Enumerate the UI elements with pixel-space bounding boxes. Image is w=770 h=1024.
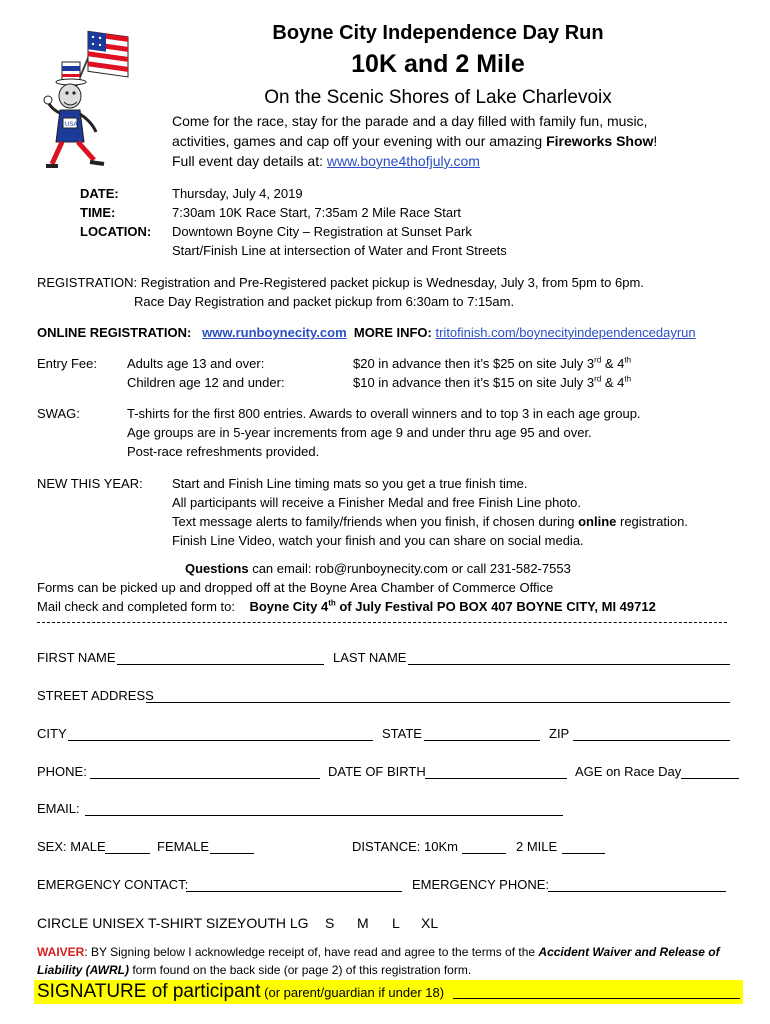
tritofinish-link[interactable]: tritofinish.com/boynecityindependencedayrun bbox=[435, 325, 696, 340]
new-line-2: All participants will receive a Finisher Medal and free Finish Line photo. bbox=[172, 495, 581, 510]
shirt-size-l[interactable]: L bbox=[392, 915, 400, 931]
mail-label: Mail check and completed form to: bbox=[37, 599, 235, 614]
intro-line-2-text: activities, games and cap off your evening with our amazing bbox=[172, 133, 547, 149]
distance-10k-label: DISTANCE: 10Km bbox=[352, 839, 458, 854]
location-label: LOCATION: bbox=[80, 224, 152, 239]
fee-amp: & 4 bbox=[601, 356, 625, 371]
signature-label bbox=[37, 981, 444, 1003]
shirt-size-youth-lg[interactable]: YOUTH LG bbox=[237, 915, 309, 931]
emergency-contact-label: EMERGENCY CONTACT: bbox=[37, 877, 189, 892]
questions-text: can email: rob@runboynecity.com or call 231-582-7553 bbox=[248, 561, 571, 576]
adults-fee-price bbox=[353, 356, 631, 371]
forms-line: Forms can be picked up and dropped off at the Boyne Area Chamber of Commerce Office bbox=[37, 580, 554, 595]
swag-line-1: T-shirts for the first 800 entries. Awards to overall winners and to top 3 in each age group. bbox=[127, 406, 641, 421]
more-info-label: MORE INFO: bbox=[353, 325, 432, 340]
city-field[interactable] bbox=[68, 728, 373, 741]
first-name-field[interactable] bbox=[117, 652, 324, 665]
fireworks-show-text: Fireworks Show bbox=[546, 133, 654, 149]
swag-label: SWAG: bbox=[37, 406, 80, 421]
new-line-3-text: Text message alerts to family/friends when you finish, if chosen during bbox=[172, 514, 579, 529]
emergency-phone-label: EMERGENCY PHONE: bbox=[412, 877, 550, 892]
last-name-label: LAST NAME bbox=[333, 650, 407, 665]
new-line-4: Finish Line Video, watch your finish and you can share on social media. bbox=[172, 533, 584, 548]
waiver-line-1 bbox=[37, 945, 720, 959]
swag-line-2: Age groups are in 5-year increments from age 9 and under thru age 95 and over. bbox=[127, 425, 592, 440]
mail-sup: th bbox=[328, 598, 336, 608]
awrl-title-2: Liability (AWRL) bbox=[37, 963, 129, 977]
questions-label: Questions bbox=[185, 561, 249, 576]
registration-line-2: Race Day Registration and packet pickup from 6:30am to 7:15am. bbox=[134, 294, 515, 309]
emergency-phone-field[interactable] bbox=[548, 879, 726, 892]
email-field[interactable] bbox=[85, 803, 563, 816]
state-label: STATE bbox=[382, 726, 422, 741]
sex-female-field[interactable] bbox=[210, 841, 254, 854]
distance-10k-field[interactable] bbox=[462, 841, 506, 854]
first-name-label: FIRST NAME bbox=[37, 650, 116, 665]
state-field[interactable] bbox=[424, 728, 540, 741]
distance-2mile-label: 2 MILE bbox=[516, 839, 558, 854]
sup-rd: rd bbox=[594, 355, 602, 365]
sup-rd: rd bbox=[594, 374, 602, 384]
new-line-3-end: registration. bbox=[616, 514, 688, 529]
mail-address-1: Boyne City 4 bbox=[249, 599, 329, 614]
age-field[interactable] bbox=[681, 766, 739, 779]
distance-2mile-field[interactable] bbox=[562, 841, 605, 854]
street-address-field[interactable] bbox=[146, 690, 730, 703]
waiver-text-end: form found on the back side (or page 2) of this registration form. bbox=[129, 963, 472, 977]
zip-label: ZIP bbox=[549, 726, 570, 741]
sex-male-field[interactable] bbox=[105, 841, 150, 854]
swag-line-3: Post-race refreshments provided. bbox=[127, 444, 320, 459]
shirt-size-label: CIRCLE UNISEX T-SHIRT SIZE: bbox=[37, 915, 241, 931]
children-fee-price-text: $10 in advance then it’s $15 on site July 3 bbox=[353, 375, 595, 390]
email-label: EMAIL: bbox=[37, 801, 80, 816]
uncle-sam-runner-icon bbox=[22, 14, 134, 174]
signature-field[interactable] bbox=[453, 984, 740, 999]
shirt-size-m[interactable]: M bbox=[357, 915, 369, 931]
runboynecity-link[interactable]: www.runboynecity.com bbox=[202, 325, 347, 340]
svg-text:USA: USA bbox=[65, 122, 78, 128]
city-label: CITY bbox=[37, 726, 67, 741]
online-bold: online bbox=[578, 514, 617, 529]
signature-note: (or parent/guardian if under 18) bbox=[264, 985, 445, 1000]
sup-th: th bbox=[624, 374, 632, 384]
last-name-field[interactable] bbox=[408, 652, 730, 665]
dob-label: DATE OF BIRTH bbox=[328, 764, 426, 779]
online-registration bbox=[37, 325, 696, 340]
registration-line-1: REGISTRATION: Registration and Pre-Registered packet pickup is Wednesday, July 3, from 5pm to 6pm. bbox=[37, 275, 644, 290]
location-value-1: Downtown Boyne City – Registration at Sunset Park bbox=[172, 224, 472, 239]
street-address-label: STREET ADDRESS bbox=[37, 688, 154, 703]
new-line-1: Start and Finish Line timing mats so you get a true finish time. bbox=[172, 476, 528, 491]
cut-line-divider bbox=[37, 622, 727, 623]
awrl-title-1: Accident Waiver and Release of bbox=[538, 945, 720, 959]
sup-th: th bbox=[624, 355, 632, 365]
intro-line-3 bbox=[172, 153, 480, 169]
age-label: AGE on Race Day bbox=[575, 764, 682, 779]
emergency-contact-field[interactable] bbox=[186, 879, 402, 892]
intro-line-3-text: Full event day details at: bbox=[172, 153, 327, 169]
page-tagline: On the Scenic Shores of Lake Charlevoix bbox=[264, 87, 612, 108]
waiver-line-2 bbox=[37, 963, 471, 977]
fee-amp: & 4 bbox=[601, 375, 625, 390]
waiver-label: WAIVER bbox=[37, 945, 85, 959]
date-value: Thursday, July 4, 2019 bbox=[172, 186, 303, 201]
intro-line-2-end: ! bbox=[653, 133, 658, 149]
location-value-2: Start/Finish Line at intersection of Water and Front Streets bbox=[172, 243, 507, 258]
shirt-size-xl[interactable]: XL bbox=[421, 915, 439, 931]
new-this-year-label: NEW THIS YEAR: bbox=[37, 476, 143, 491]
intro-line-2 bbox=[172, 133, 657, 149]
new-line-3 bbox=[172, 514, 688, 529]
waiver-text: : BY Signing below I acknowledge receipt of, have read and agree to the terms of the bbox=[84, 945, 539, 959]
entry-fee-label: Entry Fee: bbox=[37, 356, 97, 371]
page-subtitle: 10K and 2 Mile bbox=[351, 50, 525, 78]
dob-field[interactable] bbox=[425, 766, 567, 779]
page-title: Boyne City Independence Day Run bbox=[272, 22, 604, 44]
intro-line-1: Come for the race, stay for the parade and a day filled with family fun, music, bbox=[172, 113, 648, 129]
sex-female-label: FEMALE bbox=[157, 839, 210, 854]
time-label: TIME: bbox=[80, 205, 116, 220]
mail-line bbox=[37, 599, 656, 614]
boyne4thofjuly-link[interactable]: www.boyne4thofjuly.com bbox=[326, 153, 480, 169]
date-label: DATE: bbox=[80, 186, 119, 201]
phone-field[interactable] bbox=[90, 766, 320, 779]
zip-field[interactable] bbox=[573, 728, 730, 741]
signature-label-text: SIGNATURE of participant bbox=[37, 981, 261, 1002]
adults-fee-label: Adults age 13 and over: bbox=[127, 356, 265, 371]
children-fee-label: Children age 12 and under: bbox=[127, 375, 285, 390]
questions-line bbox=[185, 561, 571, 576]
sex-male-label: SEX: MALE bbox=[37, 839, 106, 854]
adults-fee-price-text: $20 in advance then it’s $25 on site July 3 bbox=[353, 356, 595, 371]
time-value: 7:30am 10K Race Start, 7:35am 2 Mile Race Start bbox=[172, 205, 462, 220]
mail-address-2: of July Festival PO BOX 407 BOYNE CITY, MI 49712 bbox=[335, 599, 656, 614]
shirt-size-s[interactable]: S bbox=[325, 915, 335, 931]
online-registration-label: ONLINE REGISTRATION: bbox=[37, 325, 192, 340]
children-fee-price bbox=[353, 375, 631, 390]
phone-label: PHONE: bbox=[37, 764, 87, 779]
